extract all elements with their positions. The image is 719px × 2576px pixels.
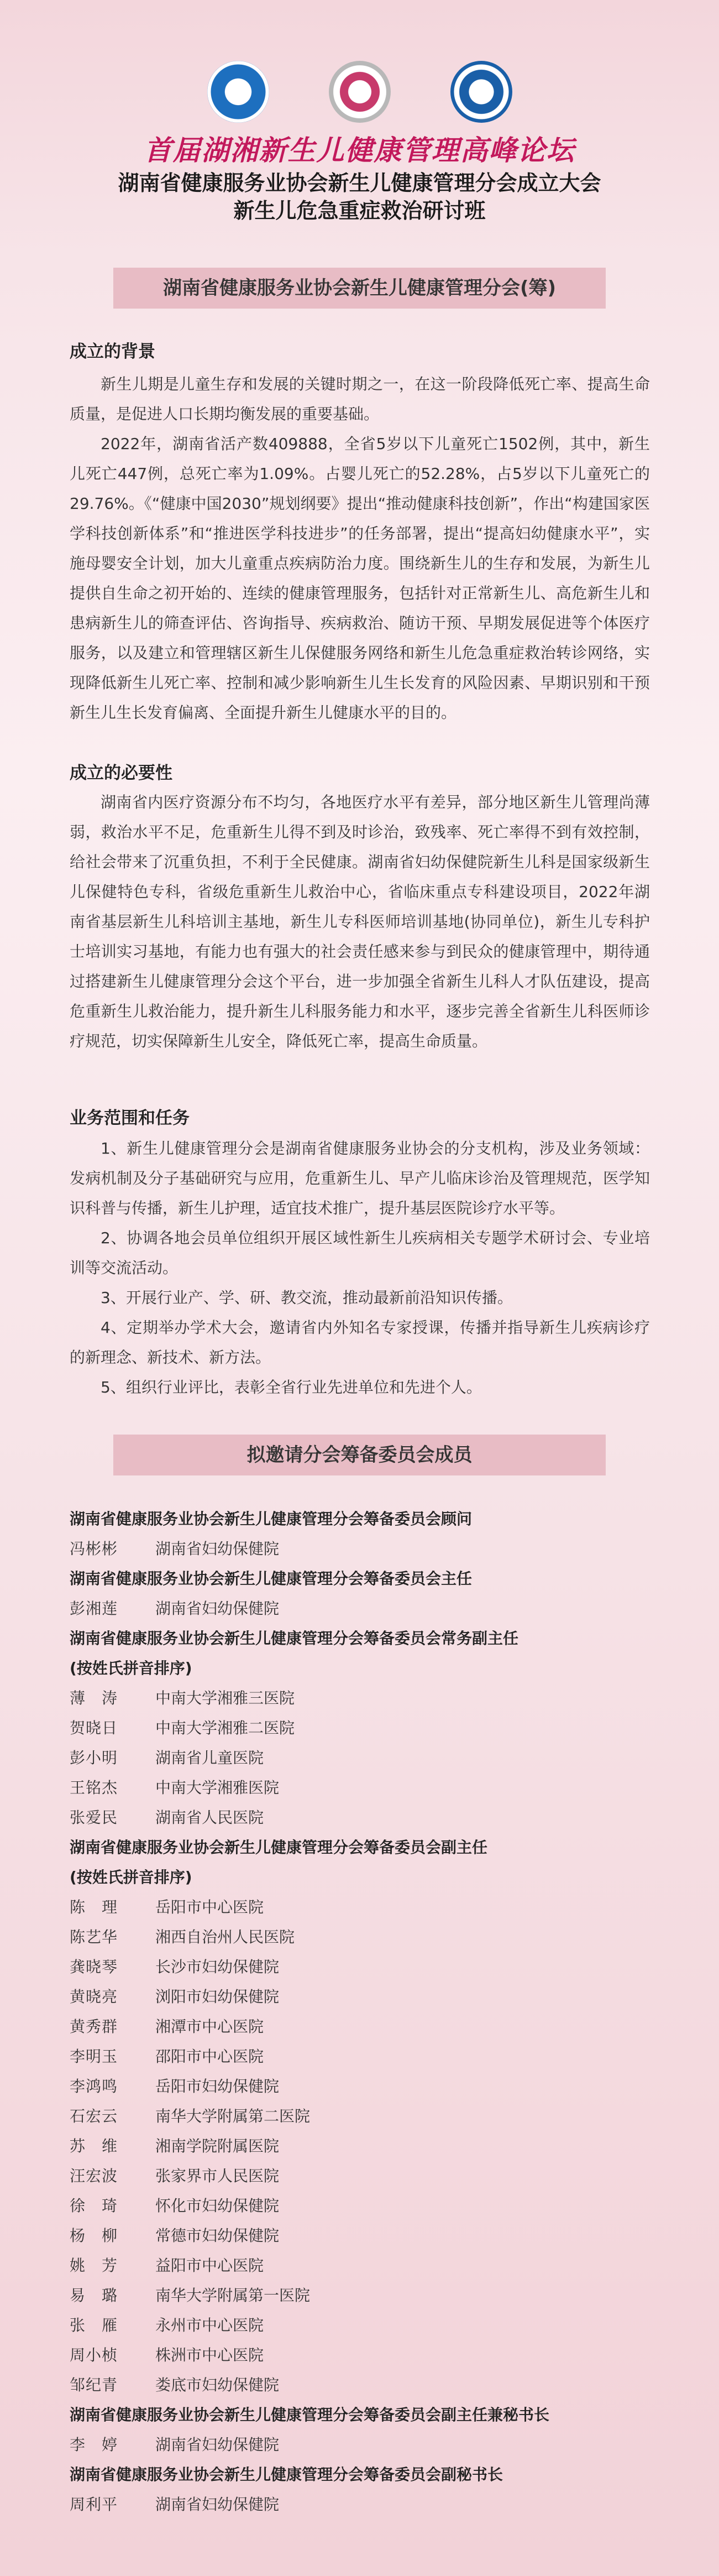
member-organization: 浏阳市妇幼保健院 [155,1988,280,2006]
member-row [70,1892,666,1922]
member-row [70,2340,666,2370]
member-row [70,1683,666,1713]
member-row [70,2430,666,2460]
member-name: 陈 理 [70,1898,118,1916]
member-name: 黄秀群 [70,2017,118,2036]
member-row [70,1803,666,1833]
member-organization: 湘潭市中心医院 [155,2017,264,2036]
member-row [70,2221,666,2251]
member-organization: 湖南省儿童医院 [155,1749,264,1767]
member-name: 彭小明 [70,1749,118,1767]
member-organization: 怀化市妇幼保健院 [155,2197,280,2215]
logo-row [0,61,719,123]
scope-item: 4、定期举办学术大会，邀请省内外知名专家授课，传播并指导新生儿疾病诊疗的新理念、新技术、新方法。 [70,1318,650,1367]
member-organization: 南华大学附属第一医院 [155,2286,311,2304]
member-name: 李鸿鸣 [70,2077,118,2095]
member-organization: 永州市中心医院 [155,2316,264,2334]
member-row [70,2072,666,2102]
member-organization: 湖南省妇幼保健院 [155,1599,280,1618]
scope-text [70,1134,650,1402]
member-row [70,1773,666,1803]
committee-group-title: 湖南省健康服务业协会新生儿健康管理分会筹备委员会副主任 [70,1838,488,1857]
committee-group-title: 湖南省健康服务业协会新生儿健康管理分会筹备委员会顾问 [70,1510,473,1528]
necessity-text [70,788,650,1056]
member-name: 龚晓琴 [70,1958,118,1976]
logo-3-text: 保 [474,86,488,102]
member-row [70,1534,666,1564]
background-paragraph: 新生儿期是儿童生存和发展的关键时期之一，在这一阶段降低死亡率、提高生命质量，是促进人口长期均衡发展的重要基础。 [70,375,650,423]
forum-title: 首届湖湘新生儿健康管理高峰论坛 [144,134,575,166]
maternal-child-logo-icon [329,61,391,123]
member-row [70,2251,666,2281]
member-organization: 益阳市中心医院 [155,2256,264,2275]
member-organization: 邵阳市中心医院 [155,2047,264,2066]
member-name: 邹纪青 [70,2376,118,2394]
committee-group-title: 湖南省健康服务业协会新生儿健康管理分会筹备委员会副秘书长 [70,2465,503,2484]
member-name: 石宏云 [70,2107,118,2125]
member-name: 周小桢 [70,2346,118,2364]
member-row [70,2131,666,2161]
member-organization: 长沙市妇幼保健院 [155,1958,280,1976]
hospital-logo-icon [450,61,512,123]
member-name: 王铭杰 [70,1779,118,1797]
member-name: 黄晓亮 [70,1988,118,2006]
member-organization: 湖南省人民医院 [155,1808,264,1827]
sort-note: (按姓氏拼音排序) [70,1659,192,1677]
member-name: 李明玉 [70,2047,118,2066]
member-name: 张爱民 [70,1808,118,1827]
committee-group-title: 湖南省健康服务业协会新生儿健康管理分会筹备委员会副主任兼秘书长 [70,2406,550,2424]
scope-item: 2、协调各地会员单位组织开展区域性新生儿疾病相关专题学术研讨会、专业培训等交流活动。 [70,1229,650,1277]
member-name: 薄 涛 [70,1689,118,1707]
member-name: 杨 柳 [70,2226,118,2245]
member-name: 彭湘莲 [70,1599,118,1618]
member-organization: 张家界市人民医院 [155,2167,280,2185]
member-row [70,2012,666,2042]
member-row [70,2161,666,2191]
member-organization: 湖南省妇幼保健院 [155,2495,280,2514]
member-name: 陈艺华 [70,1928,118,1946]
member-row [70,2191,666,2221]
member-organization: 湖南省妇幼保健院 [155,2436,280,2454]
member-row [70,1982,666,2012]
member-name: 徐 琦 [70,2197,118,2215]
member-name: 周利平 [70,2495,118,2514]
association-logo-icon [207,61,269,123]
member-name: 汪宏波 [70,2167,118,2185]
member-name: 姚 芳 [70,2256,118,2275]
member-organization: 岳阳市中心医院 [155,1898,264,1916]
member-name: 李 婷 [70,2436,118,2454]
member-row [70,1952,666,1982]
heading-background: 成立的背景 [70,342,155,362]
member-organization: 湖南省妇幼保健院 [155,1540,280,1558]
member-row [70,1922,666,1952]
member-row [70,1594,666,1624]
subtitle-training: 新生儿危急重症救治研讨班 [233,199,486,223]
member-row [70,2311,666,2340]
member-organization: 常德市妇幼保健院 [155,2226,280,2245]
subtitle-meeting: 湖南省健康服务业协会新生儿健康管理分会成立大会 [118,171,601,195]
committee-group-title: 湖南省健康服务业协会新生儿健康管理分会筹备委员会主任 [70,1569,473,1588]
member-organization: 南华大学附属第二医院 [155,2107,311,2125]
scope-item: 3、开展行业产、学、研、教交流，推动最新前沿知识传播。 [101,1289,513,1307]
member-organization: 岳阳市妇幼保健院 [155,2077,280,2095]
member-row [70,1743,666,1773]
member-row [70,2490,666,2520]
necessity-paragraph: 湖南省内医疗资源分布不均匀，各地医疗水平有差异，部分地区新生儿管理尚薄弱，救治水平不足，危重新生儿得不到及时诊治，致残率、死亡率得不到有效控制，给社会带来了沉重负担，不利于全民健康。湖南省妇幼保健院新生儿科是国家级新生儿保健特色专科，省级危重新生儿救治中心，省临床重点专科建设项目，2022年湖南省基层新生儿科培训主基地，新生儿专科医师培训基地(协同单位)，新生儿专科护士培训实习基地，有能力也有强大的社会责任感来参与到民众的健康管理中，期待通过搭建新生儿健康管理分会这个平台，进一步加强全省新生儿科人才队伍建设，提高危重新生儿救治能力，提升新生儿科服务能力和水平，逐步完善全省新生儿科医师诊疗规范，切实保障新生儿安全，降低死亡率，提高生命质量。 [70,793,650,1050]
member-organization: 株洲市中心医院 [155,2346,264,2364]
background-paragraph: 2022年，湖南省活产数409888，全省5岁以下儿童死亡1502例，其中，新生儿死亡447例，总死亡率为1.09%。占婴儿死亡的52.28%，占5岁以下儿童死亡的29.76%。《“健康中国2030”规划纲要》提出“推动健康科技创新”，作出“构建国家医学科技创新体系”和“推进医学科技进步”的任务部署，提出“提高妇幼健康水平”，实施母婴安全计划，加大儿童重点疾病防治力度。围绕新生儿的生存和发展，为新生儿提供自生命之初开始的、连续的健康管理服务，包括针对正常新生儿、高危新生儿和患病新生儿的筛查评估、咨询指导、疾病救治、随访干预、早期发展促进等个体医疗服务，以及建立和管理辖区新生儿保健服务网络和新生儿危急重症救治转诊网络，实现降低新生儿死亡率、控制和减少影响新生儿生长发育的风险因素、早期识别和干预新生儿生长发育偏离、全面提升新生儿健康水平的目的。 [70,435,650,722]
member-row [70,2042,666,2072]
member-name: 苏 维 [70,2137,118,2155]
logo-1-text: 湘 [231,86,245,102]
heading-scope: 业务范围和任务 [70,1108,190,1128]
member-organization: 中南大学湘雅二医院 [155,1719,295,1737]
member-name: 贺晓日 [70,1719,118,1737]
member-organization: 湘南学院附属医院 [155,2137,280,2155]
committee-list [70,1504,666,2520]
section-banner-committee: 拟邀请分会筹备委员会成员 [113,1435,606,1475]
member-name: 张 雁 [70,2316,118,2334]
member-row [70,2281,666,2311]
heading-necessity: 成立的必要性 [70,763,172,783]
committee-group-title: 湖南省健康服务业协会新生儿健康管理分会筹备委员会常务副主任 [70,1629,519,1647]
scope-item: 5、组织行业评比，表彰全省行业先进单位和先进个人。 [101,1378,482,1396]
member-organization: 湘西自治州人民医院 [155,1928,295,1946]
member-organization: 中南大学湘雅医院 [155,1779,280,1797]
member-row [70,2370,666,2400]
member-name: 易 璐 [70,2286,118,2304]
scope-item: 1、新生儿健康管理分会是湖南省健康服务业协会的分支机构，涉及业务领域：发病机制及分子基础研究与应用，危重新生儿、早产儿临床诊治及管理规范，医学知识科普与传播，新生儿护理，适宜技术推广，提升基层医院诊疗水平等。 [70,1139,650,1217]
sort-note: (按姓氏拼音排序) [70,1868,192,1886]
member-organization: 娄底市妇幼保健院 [155,2376,280,2394]
member-row [70,2102,666,2131]
member-row [70,1713,666,1743]
background-text [70,369,650,728]
section-banner-branch: 湖南省健康服务业协会新生儿健康管理分会(筹) [113,268,606,309]
member-organization: 中南大学湘雅三医院 [155,1689,295,1707]
member-name: 冯彬彬 [70,1540,118,1558]
